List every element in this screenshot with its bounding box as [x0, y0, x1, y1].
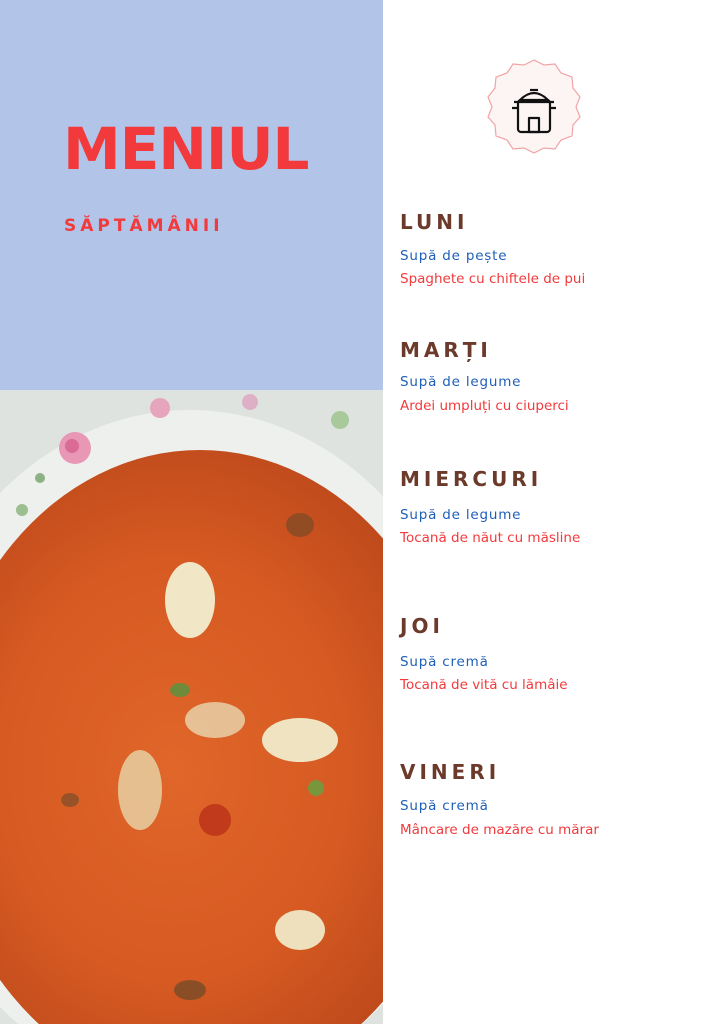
page-title: MENIUL: [63, 115, 309, 183]
soup-item: Supă de legume: [400, 507, 522, 523]
soup-photo: [0, 390, 383, 1024]
main-dish-item: Ardei umpluți cu ciuperci: [400, 398, 569, 414]
page-subtitle: SĂPTĂMÂNII: [64, 216, 224, 236]
day-miercuri: MIERCURI: [400, 467, 543, 491]
soup-item: Supă de legume: [400, 374, 522, 390]
day-luni: LUNI: [400, 210, 469, 234]
main-dish-item: Tocană de năut cu măsline: [400, 530, 581, 546]
day-vineri: VINERI: [400, 760, 501, 784]
day-marti: MARȚI: [400, 338, 492, 362]
brand-logo: [484, 56, 584, 156]
soup-item: Supă de pește: [400, 248, 508, 264]
header-panel: [0, 0, 383, 390]
main-dish-item: Spaghete cu chiftele de pui: [400, 271, 586, 287]
soup-item: Supă cremă: [400, 654, 489, 670]
main-dish-item: Tocană de vită cu lămâie: [400, 677, 568, 693]
soup-item: Supă cremă: [400, 798, 489, 814]
main-dish-item: Mâncare de mazăre cu mărar: [400, 822, 599, 838]
day-joi: JOI: [400, 614, 444, 638]
